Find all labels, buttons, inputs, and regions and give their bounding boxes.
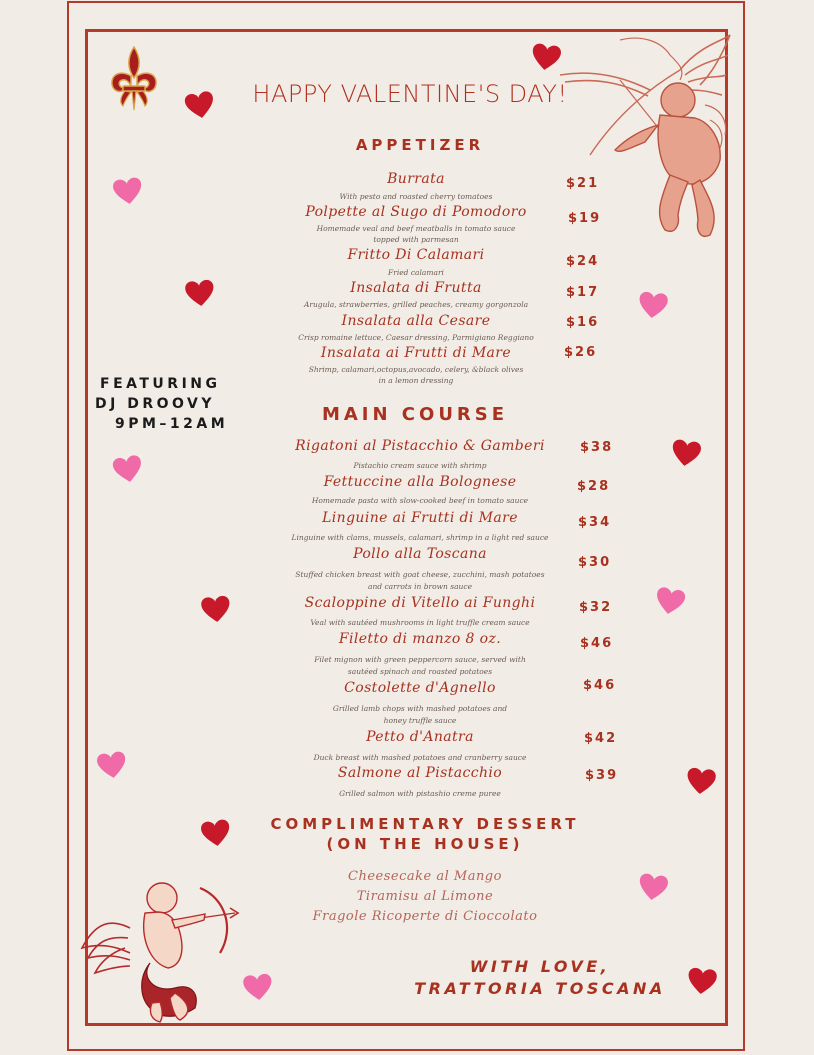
- featuring-block: [95, 374, 235, 434]
- heart-icon: [668, 436, 704, 472]
- menu-item-price: $39: [585, 768, 619, 783]
- heart-icon: [635, 288, 670, 323]
- menu-item-name: Rigatoni al Pistacchio & Gamberi: [295, 438, 545, 454]
- menu-item-desc: topped with parmesan: [373, 235, 459, 244]
- menu-item-desc: Pistachio cream sauce with shrimp: [353, 461, 487, 470]
- dj-name: DJ DROOVY: [95, 396, 216, 412]
- menu-item-name: Salmone al Pistacchio: [337, 765, 503, 781]
- dessert-item: Tiramisu al Limone: [356, 889, 494, 904]
- menu-item-desc: Arugula, strawberries, grilled peaches, creamy gorgonzola: [303, 300, 529, 309]
- menu-item-price: $30: [578, 555, 612, 570]
- page-title: HAPPY VALENTINE'S DAY!: [252, 80, 568, 108]
- menu-item-name: Fritto Di Calamari: [347, 247, 485, 263]
- menu-item-name: Burrata: [387, 171, 445, 187]
- heart-icon: [198, 816, 234, 852]
- menu-item-price: $19: [568, 211, 602, 226]
- heart-icon: [182, 276, 217, 311]
- heart-icon: [198, 592, 233, 627]
- menu-item-desc: honey truffle sauce: [383, 716, 457, 725]
- menu-item-name: Insalata di Frutta: [350, 280, 482, 296]
- fleur-de-lis-logo: [107, 44, 161, 114]
- menu-item-desc: Homemade pasta with slow-cooked beef in tomato sauce: [311, 496, 529, 505]
- menu-item-price: $28: [577, 479, 611, 494]
- menu-item-name: Insalata alla Cesare: [341, 313, 491, 329]
- menu-item-name: Insalata ai Frutti di Mare: [320, 345, 512, 361]
- heart-icon: [109, 451, 146, 488]
- dessert-heading: COMPLIMENTARY DESSERT: [270, 815, 580, 833]
- menu-item-price: $21: [566, 176, 600, 191]
- cupid-illustration: [80, 868, 240, 1025]
- menu-item-price: $34: [578, 515, 612, 530]
- menu-item-desc: in a lemon dressing: [378, 376, 454, 385]
- menu-item-price: $32: [579, 600, 613, 615]
- dj-hours: 9PM–12AM: [115, 416, 229, 432]
- menu-item-desc: Stuffed chicken breast with goat cheese, zucchini, mash potatoes: [295, 570, 545, 579]
- menu-item-price: $46: [580, 636, 614, 651]
- dessert-item: Fragole Ricoperte di Cioccolato: [312, 909, 538, 924]
- menu-item-name: Pollo alla Toscana: [353, 546, 487, 562]
- menu-item-desc: sautéed spinach and roasted potatoes: [347, 667, 493, 676]
- menu-item-desc: Fried calamari: [388, 268, 444, 277]
- menu-item-desc: Homemade veal and beef meatballs in tomato sauce: [316, 224, 516, 233]
- menu-item-name: Petto d'Anatra: [366, 729, 474, 745]
- menu-item-desc: Veal with sautéed mushrooms in light truffle cream sauce: [310, 618, 530, 627]
- featuring-label: FEATURING: [100, 376, 221, 392]
- menu-item-name: Polpette al Sugo di Pomodoro: [305, 204, 527, 220]
- menu-item-price: $42: [584, 731, 618, 746]
- menu-item-price: $26: [564, 345, 598, 360]
- closing-signature: TRATTORIA TOSCANA: [414, 979, 666, 998]
- menu-item-price: $46: [583, 678, 617, 693]
- menu-item-desc: With pesto and roasted cherry tomatoes: [339, 192, 493, 201]
- closing-line: WITH LOVE,: [469, 957, 611, 976]
- menu-item-desc: and carrots in brown sauce: [367, 582, 473, 591]
- menu-item-name: Scaloppine di Vitello ai Funghi: [304, 595, 536, 611]
- menu-item-desc: Duck breast with mashed potatoes and cranberry sauce: [313, 753, 527, 762]
- menu-item-price: $16: [566, 315, 600, 330]
- heart-icon: [240, 970, 275, 1005]
- menu-item-desc: Filet mignon with green peppercorn sauce, served with: [314, 655, 526, 664]
- dessert-item: Cheesecake al Mango: [348, 869, 502, 884]
- heart-icon: [683, 764, 718, 799]
- main-course-heading: MAIN COURSE: [321, 404, 509, 425]
- dessert-subheading: (ON THE HOUSE): [326, 835, 524, 853]
- menu-item-desc: Grilled lamb chops with mashed potatoes and: [332, 704, 508, 713]
- heart-icon: [635, 870, 671, 906]
- menu-item-price: $38: [580, 440, 614, 455]
- menu-item-desc: Linguine with clams, mussels, calamari, shrimp in a light red sauce: [291, 533, 549, 542]
- heart-icon: [94, 748, 130, 784]
- menu-item-name: Linguine ai Frutti di Mare: [322, 510, 518, 526]
- menu-item-desc: Shrimp, calamari,octopus,avocado, celery, &black olives: [308, 365, 524, 374]
- menu-item-desc: Crisp romaine lettuce, Caesar dressing, Parmigiano Reggiano: [298, 333, 534, 342]
- menu-item-price: $17: [566, 285, 600, 300]
- heart-icon: [528, 40, 564, 76]
- heart-icon: [651, 583, 688, 620]
- menu-item-name: Fettuccine alla Bolognese: [323, 474, 517, 490]
- menu-item-name: Costolette d'Agnello: [344, 680, 496, 696]
- menu-item-price: $24: [566, 254, 600, 269]
- menu-item-desc: Grilled salmon with pistashio creme puree: [339, 789, 501, 798]
- appetizer-heading: APPETIZER: [355, 136, 485, 154]
- menu-item-name: Filetto di manzo 8 oz.: [338, 631, 502, 647]
- heart-icon: [684, 964, 719, 999]
- heart-icon: [110, 174, 146, 210]
